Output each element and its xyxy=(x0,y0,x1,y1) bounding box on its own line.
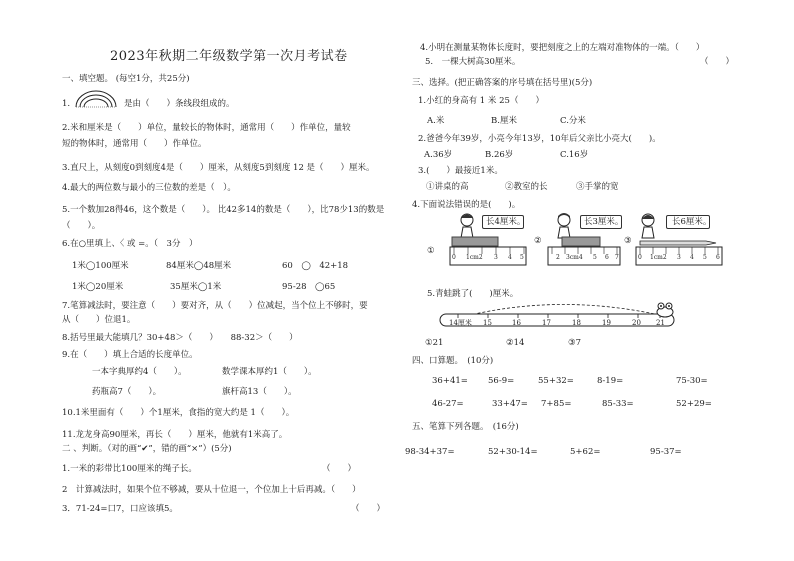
section-written: 五、笔算下列各题。 (16分) xyxy=(412,422,519,432)
option-mark: ① xyxy=(427,246,435,256)
q9-item: 旗杆高13（ ）。 xyxy=(222,387,297,397)
choice-3-option: ②教室的长 xyxy=(505,182,548,192)
judge-1: 1.一米的彩带比100厘米的绳子长。 xyxy=(62,464,197,474)
choice-5: 5.青蛙跳了( )厘米。 xyxy=(427,289,519,299)
oral-problem: 8-19= xyxy=(597,376,624,386)
choice-5-option: ②14 xyxy=(506,338,525,348)
q6-item: 84厘米◯48厘米 xyxy=(166,261,232,271)
choice-1-option: A.米 xyxy=(427,116,445,126)
ruler-label: 5 xyxy=(593,254,597,261)
q6-item: 60 ◯ 42+18 xyxy=(282,261,349,271)
choice-1: 1.小红的身高有 1 米 25（ ） xyxy=(418,96,544,106)
q6-text: 6.在○里填上、〈 或 =。（ 3分 ） xyxy=(62,239,198,249)
oral-problem: 36+41= xyxy=(432,376,468,386)
written-problem: 52+30-14= xyxy=(488,447,538,457)
frog-tick: 18 xyxy=(572,319,581,327)
page-title: 2023年秋期二年级数学第一次月考试卷 xyxy=(110,49,348,64)
ruler-a xyxy=(450,235,528,267)
section-judge: 二 、判断。（对的画“✔”，错的画“×”）(5分) xyxy=(62,444,232,454)
q9-item: 数学课本厚约1（ ）。 xyxy=(222,367,317,377)
section-oral: 四、口算题。 (10分) xyxy=(412,356,494,366)
q5-line2: （ ）。 xyxy=(62,221,101,231)
ruler-label: 6 xyxy=(605,254,609,261)
oral-problem: 46-27= xyxy=(432,399,464,409)
choice-2-option: B.26岁 xyxy=(485,150,514,160)
frog-tick: 14厘米 xyxy=(449,319,472,327)
ruler-label: 3 xyxy=(494,254,498,261)
bubble-text: 长6厘米。 xyxy=(672,217,712,227)
judge-3: 3．71-24=口7，口应该填5。 xyxy=(62,504,178,514)
choice-5-option: ③7 xyxy=(568,338,582,348)
option-mark: ③ xyxy=(624,236,632,246)
q9-item: 药瓶高7（ ）。 xyxy=(92,387,162,397)
frog-tick: 15 xyxy=(483,319,492,327)
option-mark: ② xyxy=(534,236,542,246)
q2-line2: 短的物体时，通常用（ ）作单位。 xyxy=(62,139,207,149)
written-problem: 95-37= xyxy=(650,447,682,457)
q7-line2: 从（ ）位退1。 xyxy=(62,315,136,325)
q1-number: 1. xyxy=(62,99,71,109)
choice-2-option: A.36岁 xyxy=(424,150,453,160)
ruler-label: 1cm2 xyxy=(650,254,667,261)
oral-problem: 52+29= xyxy=(676,399,712,409)
ruler-label: 3 xyxy=(677,254,681,261)
judge-3-answer: （ ） xyxy=(351,504,386,514)
q8-text: 8.括号里最大能填几？30+48＞（ ） 88-32＞（ ） xyxy=(62,333,298,343)
ruler-label: 6 xyxy=(716,254,720,261)
ruler-label: 4 xyxy=(690,254,694,261)
judge-5: 5. 一棵大树高30厘米。 xyxy=(425,57,521,67)
choice-4: 4.下面说法错误的是( )。 xyxy=(412,200,521,210)
q6-item: 95-28 ◯65 xyxy=(282,282,336,292)
ruler-b xyxy=(548,235,622,267)
oral-problem: 55+32= xyxy=(538,376,574,386)
q6-item: 1米◯20厘米 xyxy=(72,282,124,292)
oral-problem: 85-33= xyxy=(602,399,634,409)
section-fill-blank: 一、填空题。 (每空1分，共25分) xyxy=(62,74,190,84)
choice-5-option: ①21 xyxy=(425,338,444,348)
frog-tick: 16 xyxy=(512,319,521,327)
q6-item: 35厘米◯1米 xyxy=(170,282,222,292)
q7-line1: 7.笔算减法时，要注意（ ）要对齐，从（ ）位减起，当个位上不够时，要 xyxy=(62,301,368,311)
judge-1-answer: （ ） xyxy=(322,464,357,474)
q5-line1: 5.一个数加28得46，这个数是（ ）。 比42多14的数是（ ），比78少13的数是 xyxy=(62,205,385,215)
q6-item: 1米◯100厘米 xyxy=(72,261,129,271)
q3-text: 3.直尺上，从刻度0到刻度4是（ ）厘米，从刻度5到刻度 12 是（ ）厘米。 xyxy=(62,163,375,173)
q2-line1: 2.米和厘米是（ ）单位，量较长的物体时，通常用（ ）作单位，量较 xyxy=(62,123,351,133)
ruler-c xyxy=(636,235,724,267)
written-problem: 98-34+37= xyxy=(405,447,455,457)
judge-4: 4.小明在测量某物体长度时，要把刻度之上的左端对准物体的一端。（ ） xyxy=(420,43,705,53)
judge-5-answer: （ ） xyxy=(700,57,735,67)
ruler-label: 1cm2 xyxy=(466,254,483,261)
oral-problem: 75-30= xyxy=(676,376,708,386)
frog-icon xyxy=(654,302,676,318)
frog-tick: 21 xyxy=(656,319,665,327)
ruler-label: 7 xyxy=(615,254,619,261)
choice-3-option: ③手掌的宽 xyxy=(576,182,619,192)
oral-problem: 33+47= xyxy=(492,399,528,409)
q9-text: 9.在（ ）填上合适的长度单位。 xyxy=(62,350,198,360)
section-choice: 三、选择。(把正确答案的序号填在括号里)(5分) xyxy=(412,78,593,88)
q11-text: 11.龙龙身高90厘米，再长（ ）厘米，他就有1米高了。 xyxy=(62,430,288,440)
choice-3-option: ①讲桌的高 xyxy=(426,182,469,192)
ruler-label: 4 xyxy=(508,254,512,261)
written-problem: 5+62= xyxy=(570,447,601,457)
ruler-label: 0 xyxy=(638,254,642,261)
choice-2-option: C.16岁 xyxy=(560,150,589,160)
frog-tick: 19 xyxy=(602,319,611,327)
choice-2: 2.爸爸今年39岁，小亮今年13岁，10年后父亲比小亮大( )。 xyxy=(418,134,661,144)
q4-text: 4.最大的两位数与最小的三位数的差是（ ）。 xyxy=(62,183,236,193)
choice-1-option: C.分米 xyxy=(560,116,586,126)
ruler-label: 3cm4 xyxy=(566,254,583,261)
oral-problem: 7+85= xyxy=(541,399,572,409)
ruler-label: 2 xyxy=(556,254,560,261)
judge-2: 2 计算减法时，如果个位不够减，要从十位退一，个位加上十后再减。（ ） xyxy=(62,485,361,495)
ruler-label: 5 xyxy=(703,254,707,261)
q1-text: 是由（ ）条线段组成的。 xyxy=(124,99,235,109)
frog-jump-line xyxy=(438,298,686,334)
frog-tick: 20 xyxy=(632,319,641,327)
choice-3: 3.( ）最接近1米。 xyxy=(418,166,503,176)
bubble-text: 长4厘米。 xyxy=(486,217,526,227)
frog-tick: 17 xyxy=(542,319,551,327)
choice-1-option: B.厘米 xyxy=(491,116,517,126)
ruler-label: 0 xyxy=(452,254,456,261)
arc-figure-icon xyxy=(72,88,120,108)
bubble-text: 长3厘米。 xyxy=(584,217,624,227)
q10-text: 10.1米里面有（ ）个1厘米，食指的宽大约是 1（ ）。 xyxy=(62,408,295,418)
q9-item: 一本字典厚约4（ ）。 xyxy=(92,367,187,377)
oral-problem: 56-9= xyxy=(488,376,515,386)
ruler-label: 5 xyxy=(520,254,524,261)
